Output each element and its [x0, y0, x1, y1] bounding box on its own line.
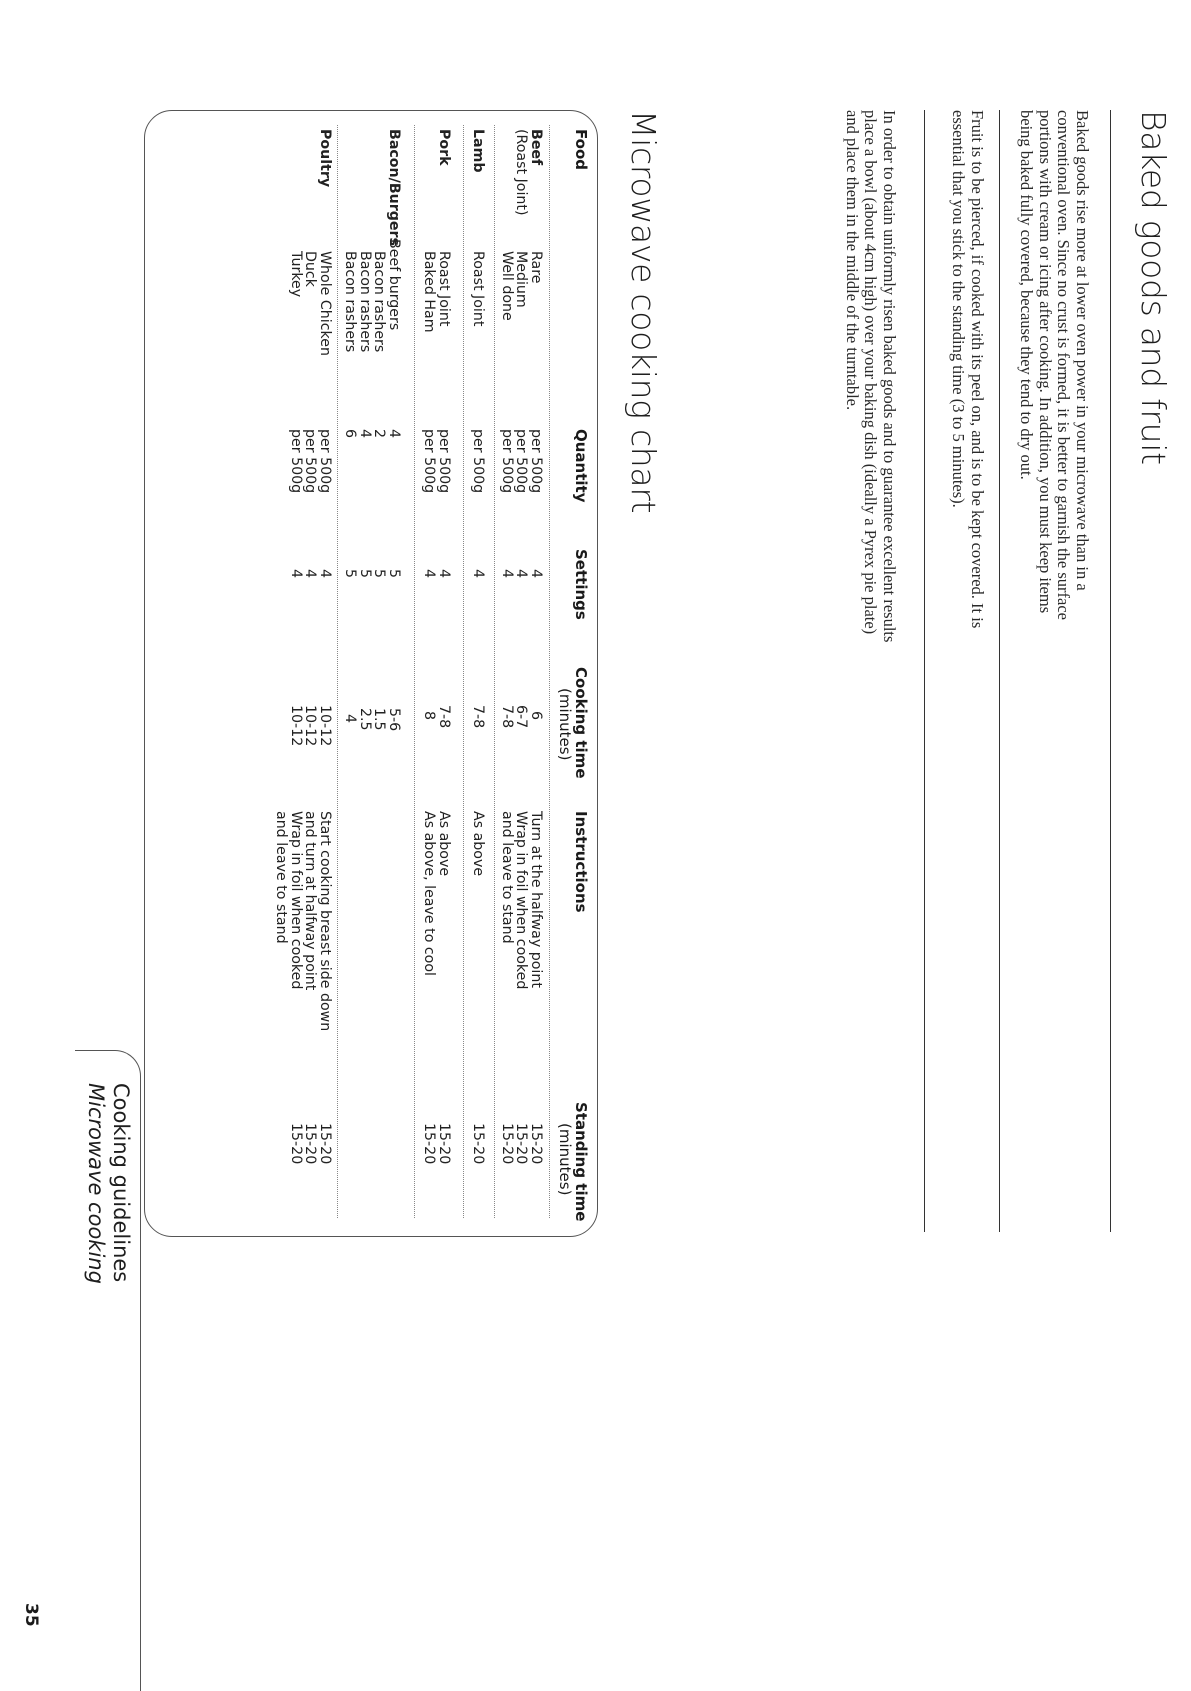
item-name: Bacon rashers: [356, 251, 373, 353]
text-line: conventional oven. Since no crust is formed, it is better to garnish the surface: [1054, 110, 1074, 620]
quantity-value: 4: [356, 429, 373, 439]
header-cooking-unit: (minutes): [556, 688, 574, 761]
cooking-value: 7-8: [436, 705, 452, 729]
section-title-cooking-chart: Microwave cooking chart: [624, 110, 663, 514]
tab-subtitle: Microwave cooking: [84, 1083, 108, 1284]
header-cooking-time: Cooking time: [572, 667, 590, 779]
standing-value: 15-20: [287, 1123, 304, 1165]
header-standing-time: Standing time: [572, 1102, 590, 1222]
page-number: 35: [21, 1603, 41, 1627]
instruction-line: and leave to stand: [273, 811, 290, 944]
header-settings: Settings: [572, 549, 590, 620]
standing-value: 15-20: [513, 1123, 530, 1165]
food-sublabel: (Roast Joint): [513, 129, 530, 216]
section-title-baked-goods: Baked goods and fruit: [1134, 110, 1173, 465]
item-name: Well done: [498, 251, 515, 321]
rule-fruit-top: [999, 110, 1000, 1232]
setting-value: 4: [498, 569, 515, 579]
fruit-paragraph: [949, 110, 986, 628]
item-name: Roast Joint: [470, 251, 486, 327]
row-divider: [463, 125, 464, 1218]
quantity-value: per 500g: [498, 429, 515, 494]
standing-value: 15-20: [421, 1123, 438, 1165]
instruction-line: Wrap in foil when cooked: [513, 811, 530, 990]
standing-value: 15-20: [317, 1123, 333, 1165]
instruction-line: Wrap in foil when cooked: [287, 811, 304, 990]
quantity-value: 4: [386, 429, 402, 439]
cooking-value: 7-8: [498, 705, 515, 729]
item-name: Beef burgers: [386, 239, 402, 331]
rule-fruit-bottom: [924, 110, 925, 1232]
header-food: Food: [572, 129, 590, 170]
instruction-line: Start cooking breast side down: [317, 811, 333, 1032]
item-name: Rare: [528, 251, 544, 284]
text-line: portions with cream or icing after cooking. In addition, you must keep items: [1036, 110, 1055, 614]
setting-value: 4: [513, 569, 530, 579]
setting-value: 5: [342, 569, 359, 579]
setting-value: 4: [528, 569, 544, 579]
food-label: Pork: [436, 129, 452, 166]
header-standing-unit: (minutes): [556, 1123, 574, 1196]
item-name: Baked Ham: [421, 251, 438, 333]
baked-goods-paragraph: [1017, 110, 1091, 620]
item-name: Whole Chicken: [317, 251, 333, 356]
standing-value: 15-20: [528, 1123, 544, 1165]
food-label: Poultry: [317, 129, 333, 188]
setting-value: 4: [302, 569, 319, 579]
cooking-value: 1.5: [371, 708, 388, 731]
header-instructions: Instructions: [572, 811, 590, 913]
header-quantity: Quantity: [572, 429, 590, 503]
text-line: being baked fully covered, because they tend to dry out.: [1017, 110, 1037, 480]
quantity-value: 2: [371, 429, 388, 439]
item-name: Roast Joint: [436, 251, 452, 327]
row-divider: [414, 125, 415, 1218]
item-name: Duck: [302, 251, 319, 287]
cooking-chart-panel: [144, 110, 598, 1237]
cooking-value: 10-12: [317, 705, 333, 747]
setting-value: 4: [317, 569, 333, 579]
cooking-value: 8: [421, 711, 438, 721]
item-name: Bacon rashers: [371, 251, 388, 353]
setting-value: 5: [371, 569, 388, 579]
text-line: place a bowl (about 4cm high) over your baking dish (ideally a Pyrex pie plate): [861, 110, 881, 635]
food-label: Lamb: [470, 129, 486, 173]
cooking-value: 6-7: [513, 705, 530, 729]
row-divider: [494, 125, 495, 1218]
setting-value: 4: [287, 569, 304, 579]
baking-tip-paragraph: [843, 110, 899, 642]
text-line: In order to obtain uniformly risen baked goods and to guarantee excellent results: [880, 110, 899, 643]
cooking-value: 6: [528, 711, 544, 721]
setting-value: 5: [356, 569, 373, 579]
food-label: Beef: [528, 129, 544, 166]
text-line: essential that you stick to the standing time (3 to 5 minutes).: [949, 110, 969, 508]
quantity-value: 6: [342, 429, 359, 439]
text-line: Baked goods rise more at lower oven power in your microwave than in a: [1073, 110, 1092, 591]
text-line: Fruit is to be pierced, if cooked with its peel on, and is to be kept covered. It is: [968, 110, 987, 629]
standing-value: 15-20: [470, 1123, 486, 1165]
quantity-value: per 500g: [528, 429, 544, 494]
quantity-value: per 500g: [287, 429, 304, 494]
quantity-value: per 500g: [421, 429, 438, 494]
instruction-line: As above, leave to cool: [421, 811, 438, 976]
quantity-value: per 500g: [470, 429, 486, 494]
cooking-value: 5-6: [386, 708, 402, 732]
instruction-line: As above: [470, 811, 486, 877]
instruction-line: As above: [436, 811, 452, 877]
setting-value: 4: [436, 569, 452, 579]
tab-title: Cooking guidelines: [109, 1083, 133, 1283]
setting-value: 4: [470, 569, 486, 579]
instruction-line: and leave to stand: [498, 811, 515, 944]
cooking-value: 10-12: [287, 705, 304, 747]
row-divider: [337, 125, 338, 1218]
item-name: Turkey: [287, 251, 304, 298]
row-divider: [549, 125, 550, 1218]
cooking-value: 4: [342, 714, 359, 724]
quantity-value: per 500g: [302, 429, 319, 494]
rule-top: [1110, 110, 1111, 1232]
quantity-value: per 500g: [513, 429, 530, 494]
instruction-line: Turn at the halfway point: [528, 811, 544, 988]
standing-value: 15-20: [498, 1123, 515, 1165]
instruction-line: and turn at halfway point: [302, 811, 319, 991]
cooking-value: 7-8: [470, 705, 486, 729]
standing-value: 15-20: [302, 1123, 319, 1165]
quantity-value: per 500g: [317, 429, 333, 494]
standing-value: 15-20: [436, 1123, 452, 1165]
cooking-value: 10-12: [302, 705, 319, 747]
text-line: and place them in the middle of the turntable.: [843, 110, 862, 411]
quantity-value: per 500g: [436, 429, 452, 494]
setting-value: 5: [386, 569, 402, 579]
food-label: Bacon/Burgers: [386, 129, 402, 246]
setting-value: 4: [421, 569, 438, 579]
item-name: Medium: [513, 251, 530, 308]
item-name: Bacon rashers: [342, 251, 359, 353]
cooking-value: 2.5: [356, 708, 373, 731]
